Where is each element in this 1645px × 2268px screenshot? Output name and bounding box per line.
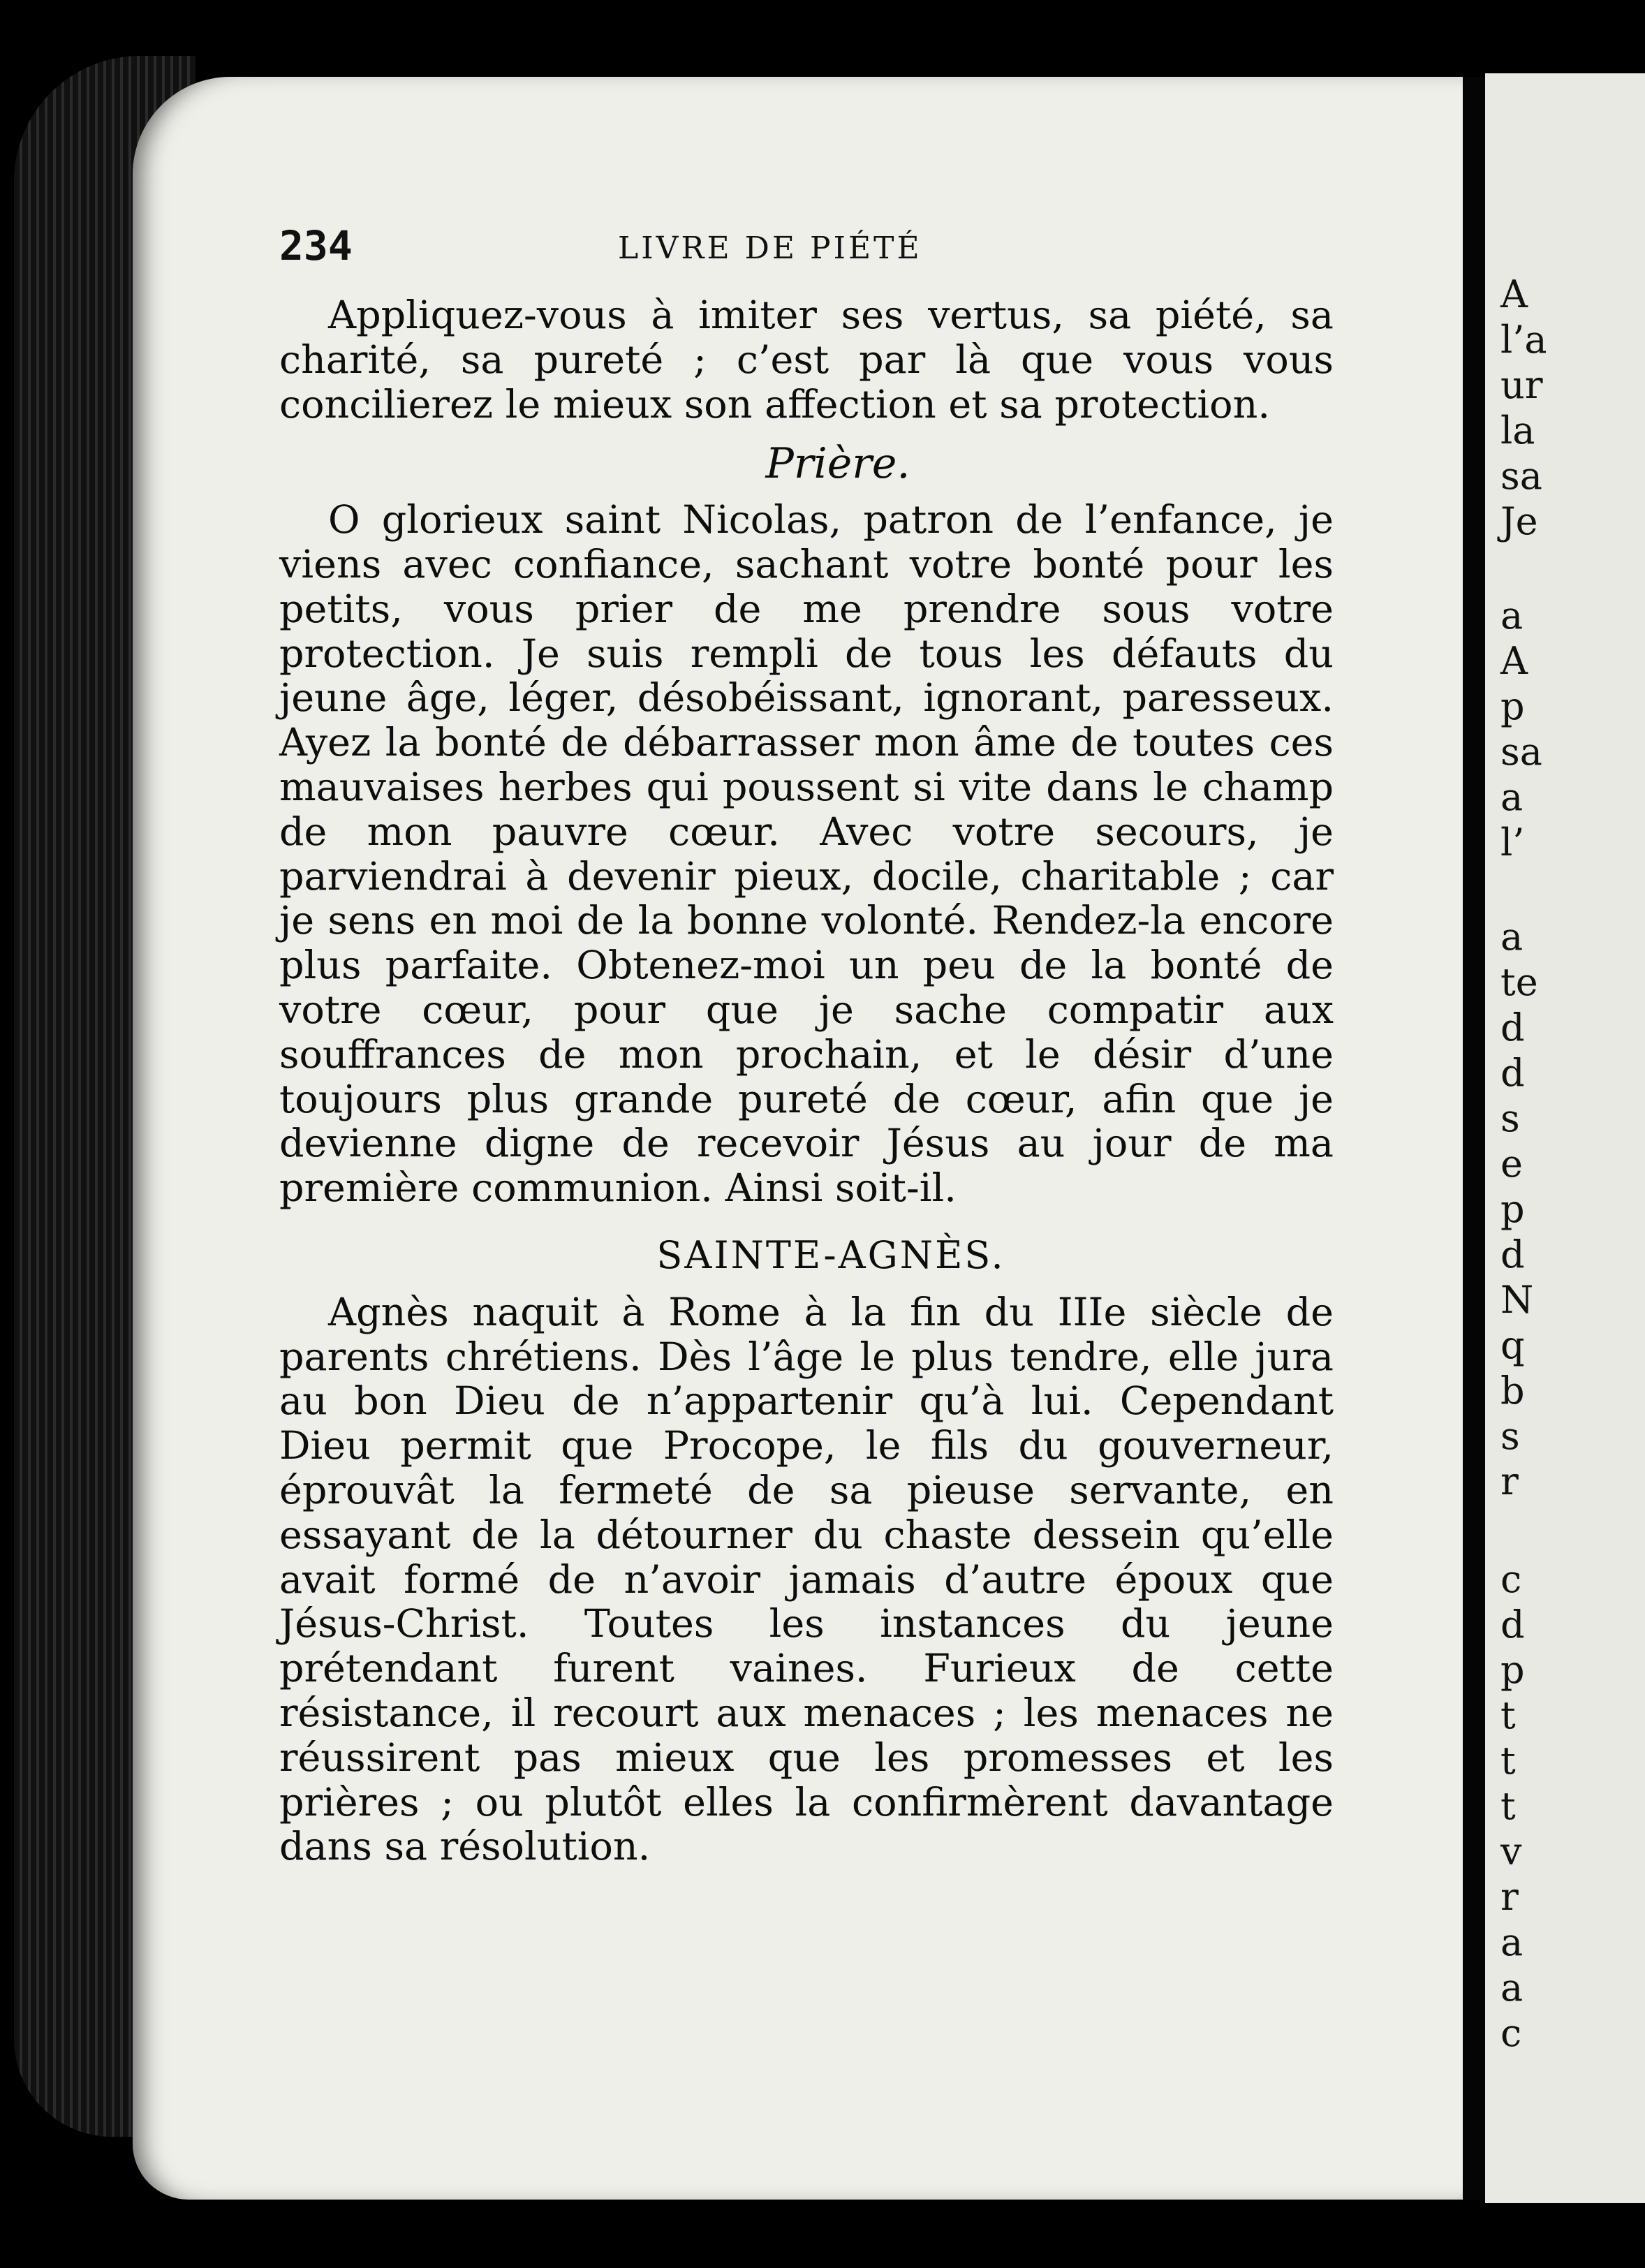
facing-page-fragment: t bbox=[1500, 1739, 1516, 1783]
facing-page-fragment: v bbox=[1500, 1829, 1522, 1873]
facing-page-fragment: a bbox=[1500, 1966, 1524, 2010]
facing-page-fragment: a bbox=[1500, 1920, 1524, 1964]
facing-page-fragment: p bbox=[1500, 684, 1525, 728]
saint-heading: SAINTE-AGNÈS. bbox=[656, 1232, 1005, 1277]
facing-page-fragment: N bbox=[1500, 1278, 1534, 1322]
facing-page-fragment: p bbox=[1500, 1187, 1525, 1231]
facing-page-fragment: l’ bbox=[1500, 820, 1525, 864]
facing-page-fragment: b bbox=[1500, 1369, 1525, 1413]
facing-page-fragment: d bbox=[1500, 1006, 1525, 1050]
book-gutter bbox=[1463, 77, 1485, 2200]
facing-page-fragment: d bbox=[1500, 1603, 1525, 1647]
facing-page-fragment: ur bbox=[1500, 363, 1543, 407]
facing-page-fragment: c bbox=[1500, 1557, 1522, 1601]
facing-page-fragment: a bbox=[1500, 915, 1524, 959]
running-title: LIVRE DE PIÉTÉ bbox=[618, 230, 922, 266]
facing-page-fragment: a bbox=[1500, 594, 1524, 638]
intro-paragraph: Appliquez-vous à imiter ses vertus, sa piété, sa charité, sa pureté ; c’est par là que vous vous concilierez le mieux son affection et sa protection. bbox=[279, 293, 1334, 427]
saint-paragraph: Agnès naquit à Rome à la fin du IIIe siècle de parents chrétiens. Dès l’âge le plus tendre, elle jura au bon Dieu de n’appartenir qu’à lui. Cependant Dieu permit que Procope, le fils du gouverneur, éprouvât la fermeté de sa pieuse servante, en essayant de la détourner du chaste dessein qu’elle avait formé de n’avoir jamais d’autre époux que Jésus-Christ. Toutes les instances du jeune prétendant furent vaines. Furieux de cette résistance, il recourt aux menaces ; les menaces ne réussirent pas mieux que les promesses et les prières ; ou plutôt elles la confirmèrent davantage dans sa résolution. bbox=[279, 1289, 1334, 1870]
facing-page-fragment: c bbox=[1500, 2011, 1522, 2055]
facing-page-fragment: r bbox=[1500, 1875, 1519, 1919]
page-number: 234 bbox=[279, 222, 353, 270]
facing-page-fragment: e bbox=[1500, 1142, 1523, 1186]
facing-page-fragment: t bbox=[1500, 1784, 1516, 1828]
facing-page-fragment: t bbox=[1500, 1693, 1516, 1737]
facing-page-fragment: te bbox=[1500, 960, 1538, 1004]
facing-page bbox=[1485, 73, 1645, 2203]
facing-page-fragment: s bbox=[1500, 1414, 1520, 1458]
facing-page-fragment: A bbox=[1500, 639, 1528, 683]
facing-page-fragment: q bbox=[1500, 1323, 1525, 1367]
facing-page-fragment: l’a bbox=[1500, 318, 1547, 362]
facing-page-fragment: d bbox=[1500, 1051, 1525, 1095]
facing-page-fragment: r bbox=[1500, 1459, 1519, 1503]
facing-page-fragment: Je bbox=[1500, 499, 1538, 543]
facing-page-fragment: sa bbox=[1500, 730, 1542, 774]
facing-page-fragment: sa bbox=[1500, 454, 1542, 498]
page-body bbox=[279, 293, 1334, 1869]
facing-page-fragment: d bbox=[1500, 1232, 1525, 1276]
page-header bbox=[279, 222, 1327, 271]
facing-page-fragment: A bbox=[1500, 272, 1528, 316]
facing-page-fragment: s bbox=[1500, 1096, 1520, 1140]
facing-page-fragment: la bbox=[1500, 408, 1535, 452]
facing-page-fragment: a bbox=[1500, 775, 1524, 819]
facing-page-fragment: p bbox=[1500, 1648, 1525, 1692]
prayer-heading: Prière. bbox=[765, 439, 910, 489]
prayer-paragraph: O glorieux saint Nicolas, patron de l’enfance, je viens avec confiance, sachant votre bonté pour les petits, vous prier de me prendre sous votre protection. Je suis rempli de tous les défauts du jeune âge, léger, désobéissant, ignorant, paresseux. Ayez la bonté de débarrasser mon âme de toutes ces mauvaises herbes qui poussent si vite dans le champ de mon pauvre cœur. Avec votre secours, je parviendrai à devenir pieux, docile, charitable ; car je sens en moi de la bonne volonté. Rendez-la encore plus parfaite. Obtenez-moi un peu de la bonté de votre cœur, pour que je sache compatir aux souffrances de mon prochain, et le désir d’une toujours plus grande pureté de cœur, afin que je devienne digne de recevoir Jésus au jour de ma première communion. Ainsi soit-il. bbox=[279, 497, 1334, 1212]
